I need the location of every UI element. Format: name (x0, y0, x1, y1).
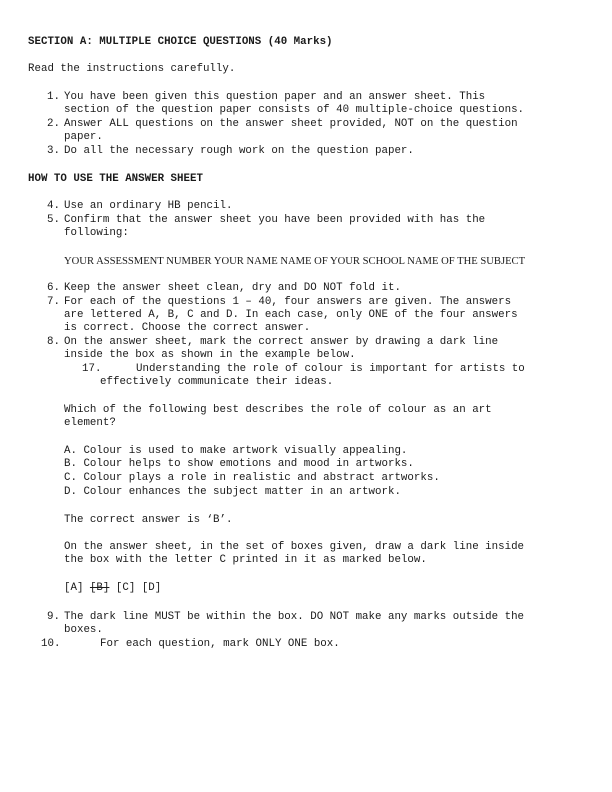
example-mark-line-1: On the answer sheet, in the set of boxes given, draw a dark line inside (64, 541, 525, 553)
example-answer-boxes (64, 582, 161, 595)
instruction-3-line-1: Do all the necessary rough work on the question paper. (64, 145, 414, 157)
instruction-2-number: 2. (47, 118, 60, 130)
answer-sheet-fields: YOUR ASSESSMENT NUMBER YOUR NAME NAME OF YOUR SCHOOL NAME OF THE SUBJECT (64, 256, 526, 267)
item-9-line-1: The dark line MUST be within the box. DO NOT make any marks outside the (64, 611, 525, 623)
answer-box-a: [A] (64, 582, 84, 594)
item-6-line-1: Keep the answer sheet clean, dry and DO NOT fold it. (64, 282, 401, 294)
item-4-number: 4. (47, 200, 60, 212)
item-7-line-2: are lettered A, B, C and D. In each case, only ONE of the four answers (64, 309, 518, 321)
instruction-1-line-2: section of the question paper consists of 40 multiple-choice questions. (64, 104, 525, 116)
answer-box-b-marked: [B] (89, 582, 110, 594)
instruction-2-line-1: Answer ALL questions on the answer sheet provided, NOT on the question (64, 118, 518, 130)
example-option-a: A. Colour is used to make artwork visually appealing. (64, 445, 408, 457)
example-option-c: C. Colour plays a role in realistic and abstract artworks. (64, 472, 440, 484)
item-8-line-1: On the answer sheet, mark the correct answer by drawing a dark line (64, 336, 499, 348)
item-8-line-2: inside the box as shown in the example below. (64, 349, 356, 361)
example-question-line-1: Understanding the role of colour is important for artists to (136, 363, 525, 375)
example-option-d: D. Colour enhances the subject matter in an artwork. (64, 486, 401, 498)
item-4-line-1: Use an ordinary HB pencil. (64, 200, 233, 212)
example-mark-line-2: the box with the letter C printed in it as marked below. (64, 554, 427, 566)
intro-text: Read the instructions carefully. (28, 63, 236, 75)
answer-sheet-heading: HOW TO USE THE ANSWER SHEET (28, 173, 203, 185)
instruction-3-number: 3. (47, 145, 60, 157)
example-prompt-line-2: element? (64, 417, 116, 429)
item-9-number: 9. (47, 611, 60, 623)
item-9-line-2: boxes. (64, 624, 103, 636)
example-option-b: B. Colour helps to show emotions and mood in artworks. (64, 458, 414, 470)
item-5-number: 5. (47, 214, 60, 226)
example-correct-answer: The correct answer is ‘B’. (64, 514, 233, 526)
instruction-1-number: 1. (47, 91, 60, 103)
item-8-number: 8. (47, 336, 60, 348)
instruction-2-line-2: paper. (64, 131, 103, 143)
item-7-line-1: For each of the questions 1 – 40, four answers are given. The answers (64, 296, 512, 308)
item-7-line-3: is correct. Choose the correct answer. (64, 322, 311, 334)
answer-box-c: [C] (115, 582, 136, 594)
example-prompt-line-1: Which of the following best describes the role of colour as an art (64, 404, 492, 416)
item-6-number: 6. (47, 282, 60, 294)
example-question-line-2: effectively communicate their ideas. (100, 376, 334, 388)
answer-box-d: [D] (141, 582, 162, 594)
item-7-number: 7. (47, 296, 60, 308)
item-10-line-1: For each question, mark ONLY ONE box. (100, 638, 340, 650)
item-5-line-2: following: (64, 227, 129, 239)
section-a-heading: SECTION A: MULTIPLE CHOICE QUESTIONS (40 Marks) (28, 36, 333, 48)
instruction-1-line-1: You have been given this question paper and an answer sheet. This (64, 91, 486, 103)
item-5-line-1: Confirm that the answer sheet you have been provided with has the (64, 214, 486, 226)
example-question-number: 17. (82, 363, 102, 375)
item-10-number: 10. (41, 638, 61, 650)
